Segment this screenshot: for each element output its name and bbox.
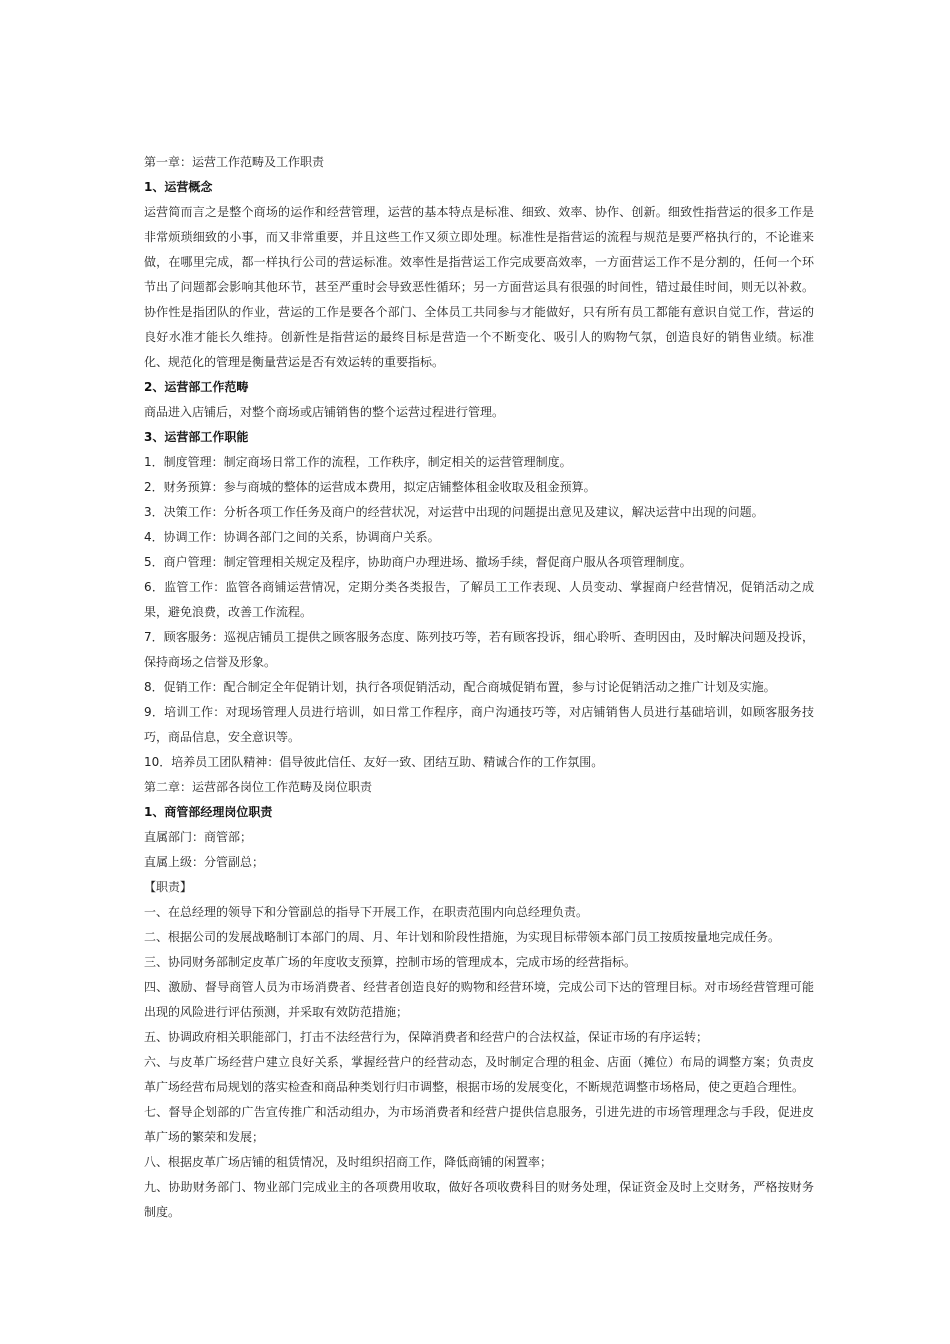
list-item-function-3: 3．决策工作：分析各项工作任务及商户的经营状况，对运营中出现的问题提出意见及建议，解决运营中出现的问题。 <box>144 505 764 519</box>
paragraph-duties-label: 【职责】 <box>144 880 193 894</box>
list-item-duty-7: 七、督导企划部的广告宣传推广和活动组办，为市场消费者和经营户提供信息服务，引进先进的市场管理理念与手段，促进皮革广场的繁荣和发展； <box>144 1105 814 1144</box>
document-page <box>144 150 814 1225</box>
chapter-1-heading: 第一章：运营工作范畴及工作职责 <box>144 155 325 169</box>
paragraph-department: 直属部门：商管部； <box>144 830 253 844</box>
list-item-function-4: 4．协调工作：协调各部门之间的关系，协调商户关系。 <box>144 530 440 544</box>
list-item-duty-1: 一、在总经理的领导下和分管副总的指导下开展工作，在职责范围内向总经理负责。 <box>144 905 589 919</box>
section-heading-manager-duties: 1、商管部经理岗位职责 <box>144 805 273 819</box>
list-item-duty-4: 四、激励、督导商管人员为市场消费者、经营者创造良好的购物和经营环境，完成公司下达的管理目标。对市场经营管理可能出现的风险进行评估预测，并采取有效防范措施； <box>144 980 814 1019</box>
list-item-function-8: 8．促销工作：配合制定全年促销计划，执行各项促销活动，配合商城促销布置，参与讨论促销活动之推广计划及实施。 <box>144 680 776 694</box>
list-item-function-6: 6．监管工作：监管各商铺运营情况，定期分类各类报告，了解员工工作表现、人员变动、掌握商户经营情况，促销活动之成果，避免浪费，改善工作流程。 <box>144 580 814 619</box>
section-heading-work-functions: 3、运营部工作职能 <box>144 430 249 444</box>
paragraph-operation-concept: 运营简而言之是整个商场的运作和经营管理，运营的基本特点是标准、细致、效率、协作、创新。细致性指营运的很多工作是非常烦琐细致的小事，而又非常重要，并且这些工作又须立即处理。标准性是指营运的流程与规范是要严格执行的，不论谁来做，在哪里完成，都一样执行公司的营运标准。效率性是指营运工作完成要高效率，一方面营运工作不是分割的，任何一个环节出了问题都会影响其他环节，甚至严重时会导致恶性循环；另一方面营运具有很强的时间性，错过最佳时间，则无以补救。协作性是指团队的作业，营运的工作是要各个部门、全体员工共同参与才能做好，只有所有员工都能有意识自觉工作，营运的良好水准才能长久维持。创新性是指营运的最终目标是营造一个不断变化、吸引人的购物气氛，创造良好的销售业绩。标准化、规范化的管理是衡量营运是否有效运转的重要指标。 <box>144 205 814 369</box>
paragraph-superior: 直属上级：分管副总； <box>144 855 265 869</box>
list-item-function-10: 10．培养员工团队精神：倡导彼此信任、友好一致、团结互助、精诚合作的工作氛围。 <box>144 755 604 769</box>
paragraph-work-scope: 商品进入店铺后，对整个商场或店铺销售的整个运营过程进行管理。 <box>144 405 505 419</box>
list-item-duty-3: 三、协同财务部制定皮革广场的年度收支预算，控制市场的管理成本，完成市场的经营指标。 <box>144 955 637 969</box>
list-item-function-2: 2．财务预算：参与商城的整体的运营成本费用，拟定店铺整体租金收取及租金预算。 <box>144 480 596 494</box>
list-item-duty-5: 五、协调政府相关职能部门，打击不法经营行为，保障消费者和经营户的合法权益，保证市场的有序运转； <box>144 1030 709 1044</box>
list-item-duty-6: 六、与皮革广场经营户建立良好关系，掌握经营户的经营动态，及时制定合理的租金、店面（摊位）布局的调整方案；负责皮革广场经营布局规划的落实检查和商品种类划行归市调整，根据市场的发展变化，不断规范调整市场格局，使之更趋合理性。 <box>144 1055 814 1094</box>
list-item-function-7: 7．顾客服务：巡视店铺员工提供之顾客服务态度、陈列技巧等，若有顾客投诉，细心聆听、查明因由，及时解决问题及投诉，保持商场之信誉及形象。 <box>144 630 814 669</box>
list-item-function-1: 1．制度管理：制定商场日常工作的流程，工作秩序，制定相关的运营管理制度。 <box>144 455 572 469</box>
list-item-duty-2: 二、根据公司的发展战略制订本部门的周、月、年计划和阶段性措施，为实现目标带领本部门员工按质按量地完成任务。 <box>144 930 781 944</box>
list-item-function-9: 9．培训工作：对现场管理人员进行培训，如日常工作程序，商户沟通技巧等，对店铺销售人员进行基础培训，如顾客服务技巧，商品信息，安全意识等。 <box>144 705 814 744</box>
list-item-duty-8: 八、根据皮革广场店铺的租赁情况，及时组织招商工作，降低商铺的闲置率； <box>144 1155 553 1169</box>
section-heading-operation-concept: 1、运营概念 <box>144 180 213 194</box>
chapter-2-heading: 第二章：运营部各岗位工作范畴及岗位职责 <box>144 780 373 794</box>
section-heading-work-scope: 2、运营部工作范畴 <box>144 380 249 394</box>
list-item-function-5: 5．商户管理：制定管理相关规定及程序，协助商户办理进场、撤场手续，督促商户服从各项管理制度。 <box>144 555 692 569</box>
list-item-duty-9: 九、协助财务部门、物业部门完成业主的各项费用收取，做好各项收费科目的财务处理，保证资金及时上交财务，严格按财务制度。 <box>144 1180 814 1219</box>
